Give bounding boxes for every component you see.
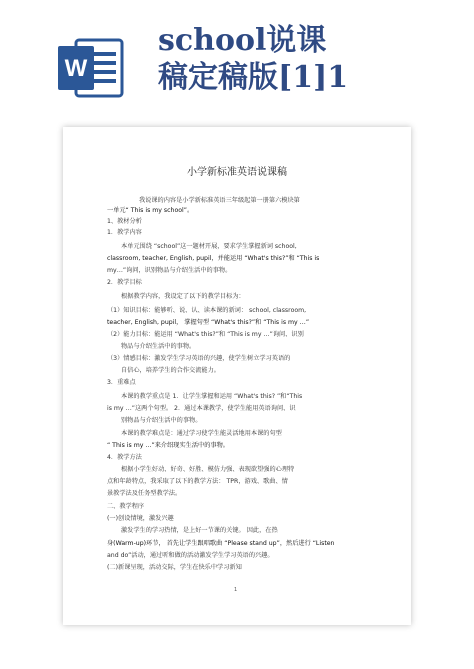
- text-line: classroom, teacher, English, pupil，并能运用 “What's this?”和 “This is: [107, 255, 320, 262]
- text-line: （2）能力目标：能运用 “What's this?”和 “This is my …”询问、识别: [107, 331, 304, 338]
- text-line: 4．教学方法: [107, 454, 142, 461]
- text-line: 一单元“ This is my school”。: [107, 207, 194, 214]
- text-line: 自信心，培养学生的合作交流能力。: [121, 367, 220, 374]
- text-line: 我说课的内容是小学新标准英语三年级起第一册第六模块第: [139, 197, 300, 204]
- text-line: （1）知识目标：能够听、说、认、读本课的新词： school, classroom,: [107, 307, 307, 314]
- text-line: “ This is my …”来介绍现实生活中的事物。: [107, 442, 229, 449]
- page-title: [158, 22, 458, 96]
- text-line: is my …”这两个句型。 2．通过本课教学，使学生能用英语询问、识: [107, 405, 296, 412]
- document-page: [63, 127, 411, 625]
- text-line: 1．教学内容: [107, 229, 142, 236]
- text-line: 本课的教学重点是 1．让学生掌握和运用 “What's this? ”和“This: [121, 393, 303, 400]
- text-line: 根据小学生好动、好奇、好胜、模仿力强、表现欲望强的心理特: [121, 466, 295, 473]
- text-line: 本单元围绕 “school”这一题材开展，要求学生掌握新词 school,: [121, 243, 297, 250]
- title-line-1: school说课: [158, 23, 327, 58]
- text-line: 二、教学程序: [107, 503, 145, 510]
- title-line-2: 稿定稿版[1]1: [158, 60, 349, 95]
- document-title: 小学新标准英语说课稿: [187, 167, 287, 178]
- page-number: 1: [234, 587, 238, 593]
- text-line: my…”询问，识别物品与介绍生活中的事物。: [107, 267, 232, 274]
- text-line: 3．重难点: [107, 379, 136, 386]
- text-line: (二)新课呈现，活动交际，学生在快乐中学习新知: [107, 564, 242, 571]
- text-line: 激发学生的学习热情，是上好一节课的关键。 因此，在热: [121, 527, 278, 534]
- text-line: 别物品与介绍生活中的事物。: [121, 417, 202, 424]
- text-line: 2．教学目标: [107, 279, 142, 286]
- word-document-icon: [58, 38, 124, 98]
- svg-text:W: W: [64, 55, 88, 82]
- text-line: （3）情感目标：激发学生学习英语的兴趣，使学生树立学习英语的: [107, 355, 291, 362]
- text-line: 本课的教学难点是：通过学习使学生能灵活地用本课的句型: [121, 430, 282, 437]
- text-line: (一)创设情境，激发兴趣: [107, 515, 174, 522]
- text-line: 1、教材分析: [107, 218, 142, 225]
- header: [0, 0, 474, 118]
- text-line: 点和年龄特点，我采取了以下的教学方法： TPR，游戏、歌曲、情: [107, 478, 288, 485]
- text-line: teacher, English, pupil， 掌握句型 “What's this?”和 “This is my …”: [107, 319, 310, 326]
- text-line: 根据教学内容，我设定了以下的教学目标为：: [121, 293, 245, 300]
- text-line: and do”活动，通过听和做的活动激发学生学习英语的兴趣。: [107, 552, 274, 559]
- text-line: 身(Warm-up)环节， 首先让学生跟唱歌曲 “Please stand up”，然后进行 “Listen: [107, 540, 335, 547]
- text-line: 物品与介绍生活中的事物。: [121, 343, 196, 350]
- text-line: 景教学法及任务型教学法。: [107, 490, 182, 497]
